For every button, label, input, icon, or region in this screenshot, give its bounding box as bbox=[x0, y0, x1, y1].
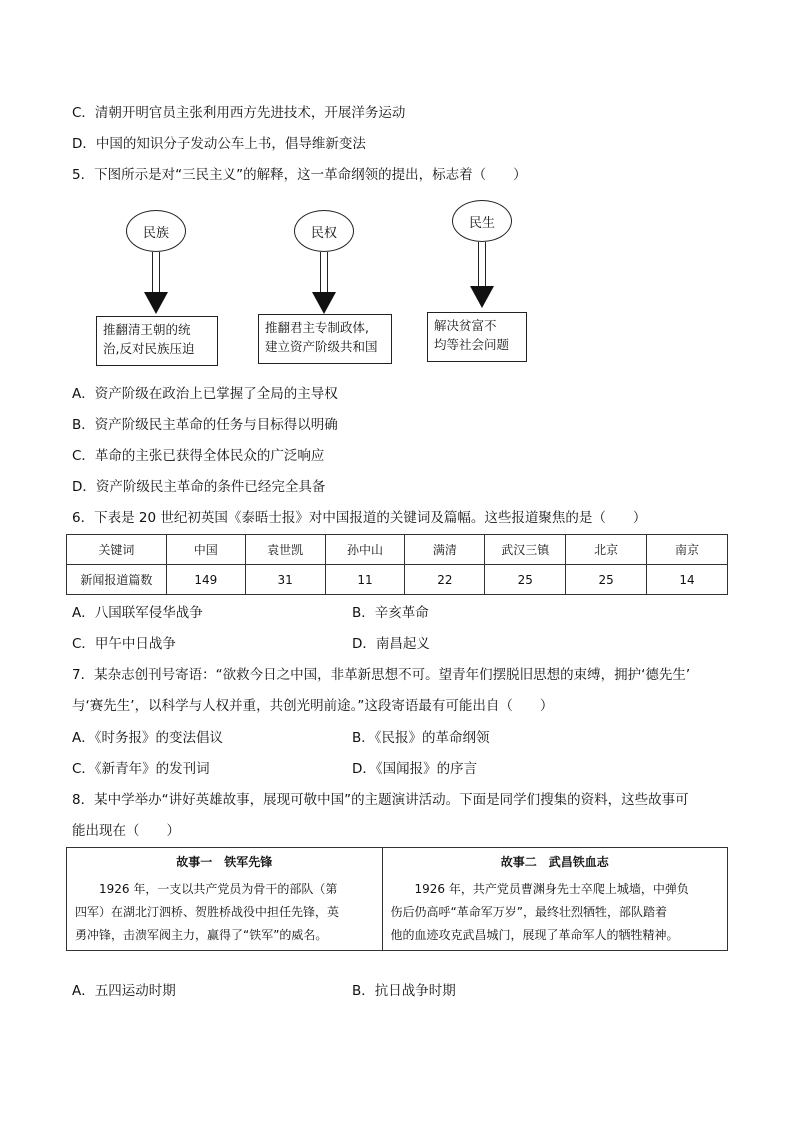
table-cell: 南京 bbox=[647, 535, 728, 565]
times-report-table bbox=[66, 534, 728, 595]
diagram-node-minquan bbox=[294, 210, 354, 252]
box-line: 推翻清王朝的统 bbox=[103, 322, 191, 337]
q7-option-c: C．《新青年》的发刊词 bbox=[72, 761, 210, 777]
table-row bbox=[67, 565, 728, 595]
table-cell: 满清 bbox=[405, 535, 485, 565]
arrow-shaft bbox=[478, 242, 486, 288]
story-line: 四军）在湖北汀泗桥、贺胜桥战役中担任先锋，英 bbox=[75, 905, 340, 919]
arrow-down-icon bbox=[312, 292, 336, 314]
story-line: 勇冲锋，击溃军阀主力，赢得了“铁军”的威名。 bbox=[75, 928, 328, 942]
box-line: 治,反对民族压迫 bbox=[103, 341, 195, 356]
table-cell: 中国 bbox=[166, 535, 245, 565]
q5-option-d: D．资产阶级民主革命的条件已经完全具备 bbox=[72, 479, 326, 495]
table-cell: 孙中山 bbox=[325, 535, 405, 565]
q4-option-d: D．中国的知识分子发动公车上书，倡导维新变法 bbox=[72, 136, 366, 152]
q7-option-a: A．《时务报》的变法倡议 bbox=[72, 730, 223, 746]
diagram-node-minzu bbox=[126, 210, 186, 252]
arrow-shaft bbox=[152, 252, 160, 294]
arrow-down-icon bbox=[144, 292, 168, 314]
diagram-box-minsheng bbox=[427, 312, 527, 362]
q5-option-a: A．资产阶级在政治上已掌握了全局的主导权 bbox=[72, 386, 338, 402]
table-cell: 14 bbox=[647, 565, 728, 595]
table-cell: 关键词 bbox=[67, 535, 167, 565]
node-label: 民生 bbox=[468, 215, 495, 231]
q6-option-a: A．八国联军侵华战争 bbox=[72, 605, 203, 621]
table-cell: 武汉三镇 bbox=[485, 535, 566, 565]
story-line: 1926 年，一支以共产党员为骨干的部队（第 bbox=[99, 882, 338, 896]
diagram-box-minzu bbox=[96, 316, 218, 366]
q4-option-c: C．清朝开明官员主张利用西方先进技术，开展洋务运动 bbox=[72, 105, 406, 121]
q5-option-c: C．革命的主张已获得全体民众的广泛响应 bbox=[72, 448, 325, 464]
table-cell: 22 bbox=[405, 565, 485, 595]
table-cell: 11 bbox=[325, 565, 405, 595]
diagram-node-minsheng bbox=[452, 200, 512, 242]
table-row bbox=[67, 848, 728, 951]
table-cell: 袁世凯 bbox=[245, 535, 325, 565]
story-line: 伤后仍高呼“革命军万岁”，最终壮烈牺牲，部队踏着 bbox=[390, 905, 667, 919]
arrow-shaft bbox=[320, 252, 328, 294]
hero-stories-table bbox=[66, 847, 728, 951]
q7-stem-line1: 7．某杂志创刊号寄语：“欲救今日之中国，非革新思想不可。望青年们摆脱旧思想的束缚，拥护‘德先生’ bbox=[72, 667, 691, 683]
node-label: 民族 bbox=[142, 225, 169, 241]
table-cell: 149 bbox=[166, 565, 245, 595]
box-line: 解决贫富不 bbox=[434, 318, 497, 333]
diagram-box-minquan bbox=[258, 314, 392, 364]
table-cell: 新闻报道篇数 bbox=[67, 565, 167, 595]
q5-stem: 5．下图所示是对“三民主义”的解释，这一革命纲领的提出，标志着（ ） bbox=[72, 167, 527, 183]
q7-option-b: B．《民报》的革命纲领 bbox=[352, 730, 490, 746]
q6-option-b: B．辛亥革命 bbox=[352, 605, 429, 621]
story-title: 故事二 武昌铁血志 bbox=[500, 855, 609, 869]
q6-option-d: D．南昌起义 bbox=[352, 636, 430, 652]
arrow-down-icon bbox=[470, 286, 494, 308]
box-line: 建立资产阶级共和国 bbox=[265, 339, 378, 354]
q7-option-d: D．《国闻报》的序言 bbox=[352, 761, 478, 777]
q8-option-a: A．五四运动时期 bbox=[72, 983, 176, 999]
q6-stem: 6．下表是 20 世纪初英国《泰晤士报》对中国报道的关键词及篇幅。这些报道聚焦的是（ ） bbox=[72, 510, 647, 526]
box-line: 推翻君主专制政体, bbox=[265, 320, 369, 335]
table-header-row bbox=[67, 535, 728, 565]
q8-stem-line2: 能出现在（ ） bbox=[72, 823, 180, 839]
table-cell: 北京 bbox=[566, 535, 647, 565]
q8-stem-line1: 8．某中学举办“讲好英雄故事，展现可敬中国”的主题演讲活动。下面是同学们搜集的资料，这些故事可 bbox=[72, 792, 689, 808]
story-line: 1926 年，共产党员曹渊身先士卒爬上城墙，中弹负 bbox=[414, 882, 689, 896]
story-two-cell bbox=[382, 848, 727, 951]
story-line: 他的血迹攻克武昌城门，展现了革命军人的牺牲精神。 bbox=[390, 928, 679, 942]
table-cell: 25 bbox=[485, 565, 566, 595]
table-cell: 31 bbox=[245, 565, 325, 595]
box-line: 均等社会问题 bbox=[434, 337, 510, 352]
node-label: 民权 bbox=[310, 225, 337, 241]
q5-option-b: B．资产阶级民主革命的任务与目标得以明确 bbox=[72, 417, 338, 433]
table-cell: 25 bbox=[566, 565, 647, 595]
story-one-cell bbox=[67, 848, 383, 951]
story-title: 故事一 铁军先锋 bbox=[176, 855, 273, 869]
q8-option-b: B．抗日战争时期 bbox=[352, 983, 456, 999]
q7-stem-line2: 与‘赛先生’，以科学与人权并重，共创光明前途。”这段寄语最有可能出自（ ） bbox=[72, 698, 554, 714]
q6-option-c: C．甲午中日战争 bbox=[72, 636, 176, 652]
